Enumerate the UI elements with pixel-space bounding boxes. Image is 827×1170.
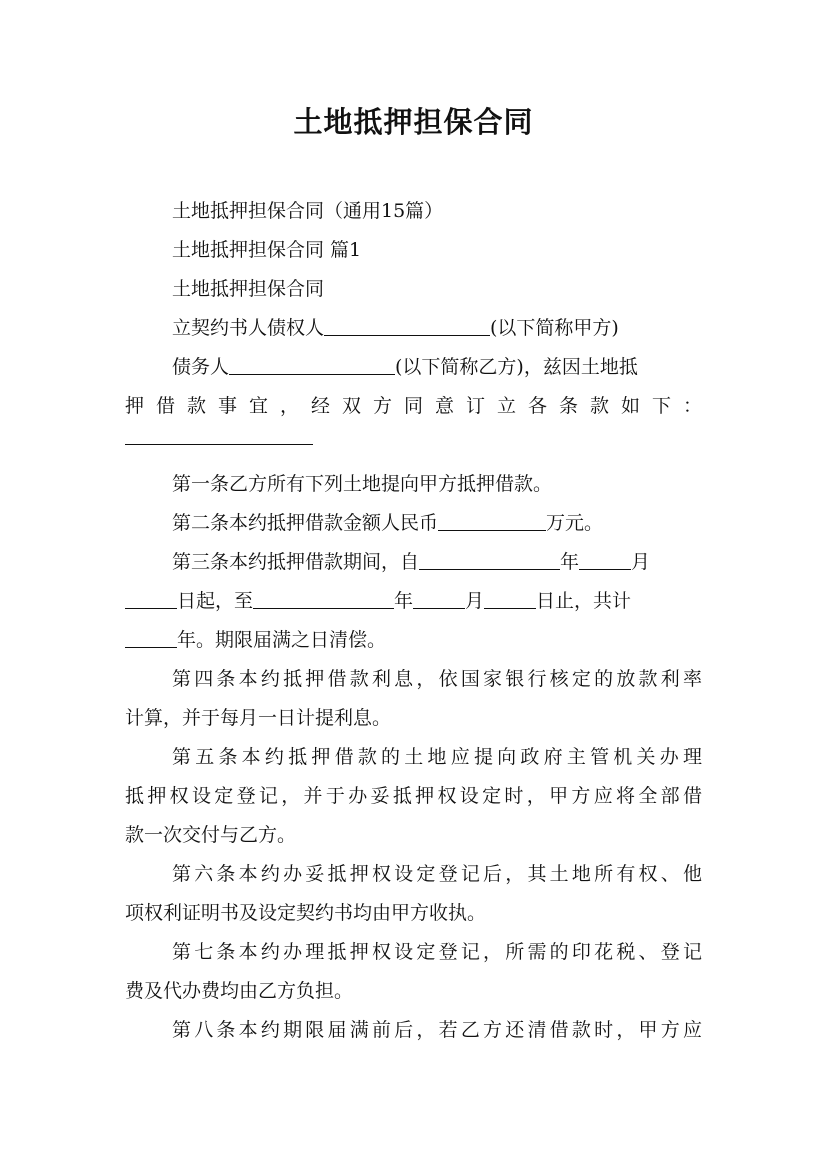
article-2 — [172, 504, 702, 542]
start-month-blank[interactable] — [579, 550, 631, 570]
article-3-tail: 年。期限届满之日清偿。 — [177, 629, 387, 651]
start-day-blank[interactable] — [125, 589, 177, 609]
terms-blank[interactable] — [125, 425, 313, 445]
year-label-2: 年 — [394, 590, 414, 612]
article-6: 第六条本约办妥抵押权设定登记后，其土地所有权、他 — [172, 863, 702, 885]
creditor-label: 立契约书人债权人 — [172, 317, 325, 339]
article-3-cont — [125, 582, 702, 620]
article-4: 第四条本约抵押借款利息，依国家银行核定的放款利率 — [172, 668, 702, 690]
debtor-line-cont: 押借款事宜，经双方同意订立各条款如下： — [125, 395, 702, 417]
article-3-text: 第三条本约抵押借款期间，自 — [172, 551, 420, 573]
month-label-2: 月 — [465, 590, 485, 612]
article-3 — [172, 543, 702, 581]
end-day-blank[interactable] — [484, 589, 536, 609]
end-month-blank[interactable] — [413, 589, 465, 609]
debtor-suffix: (以下简称乙方)，兹因土地抵 — [395, 356, 638, 378]
start-year-blank[interactable] — [419, 550, 560, 570]
debtor-blank[interactable] — [229, 355, 395, 375]
article-5: 第五条本约抵押借款的土地应提向政府主管机关办理 — [172, 746, 702, 768]
debtor-label: 债务人 — [172, 356, 230, 378]
article-2-unit: 万元。 — [546, 512, 604, 534]
article-3-end — [125, 621, 702, 659]
article-6-cont: 项权利证明书及设定契约书均由甲方收执。 — [125, 902, 487, 924]
contract-name: 土地抵押担保合同 — [172, 278, 325, 300]
month-label-1: 月 — [631, 551, 651, 573]
creditor-blank[interactable] — [324, 316, 490, 336]
article-7: 第七条本约办理抵押权设定登记，所需的印花税、登记 — [172, 941, 702, 963]
debtor-line — [172, 348, 702, 386]
document-body — [125, 192, 702, 1052]
creditor-line — [172, 309, 702, 347]
document-title: 土地抵押担保合同 — [293, 105, 534, 139]
end-year-blank[interactable] — [253, 589, 394, 609]
article-1: 第一条乙方所有下列土地提向甲方抵押借款。 — [172, 473, 553, 495]
creditor-suffix: (以下简称甲方) — [490, 317, 619, 339]
subtitle-line: 土地抵押担保合同（通用15篇） — [172, 200, 444, 222]
amount-blank[interactable] — [438, 511, 546, 531]
article-8: 第八条本约期限届满前后，若乙方还清借款时，甲方应 — [172, 1019, 702, 1041]
day-to-label: 日止，共计 — [536, 590, 632, 612]
terms-blank-line — [125, 426, 702, 464]
year-label-1: 年 — [560, 551, 580, 573]
article-5-cont: 抵押权设定登记，并于办妥抵押权设定时，甲方应将全部借 — [125, 785, 702, 807]
article-4-cont: 计算，并于每月一日计提利息。 — [125, 707, 392, 729]
article-7-cont: 费及代办费均由乙方负担。 — [125, 980, 354, 1002]
article-2-text: 第二条本约抵押借款金额人民币 — [172, 512, 439, 534]
day-from-label: 日起，至 — [177, 590, 254, 612]
total-years-blank[interactable] — [125, 628, 177, 648]
section-heading: 土地抵押担保合同 篇1 — [172, 239, 362, 261]
article-5-end: 款一次交付与乙方。 — [125, 824, 297, 846]
